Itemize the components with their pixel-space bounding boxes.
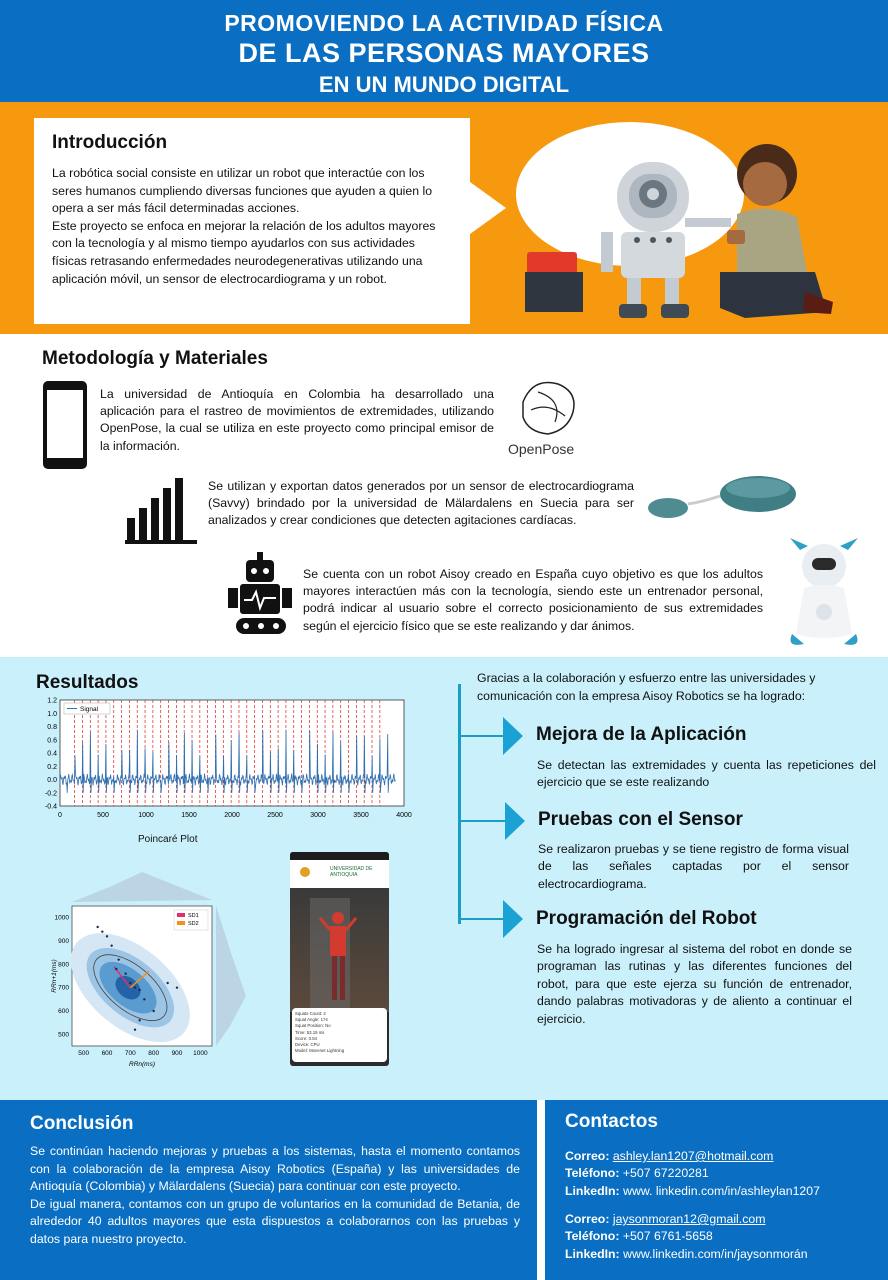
data-point xyxy=(106,935,108,937)
y-tick-label: 0.6 xyxy=(47,737,57,745)
data-point xyxy=(96,926,98,928)
intro-title: Introducción xyxy=(52,132,168,153)
y-tick-label: -0.2 xyxy=(44,790,57,798)
robot-person-illustration xyxy=(515,122,845,328)
result-2-text: Se realizaron pruebas y se tiene registro de forma visual de las señales captadas por el sensor electrocardiograma. xyxy=(538,842,849,891)
methodology-item-3: Se cuenta con un robot Aisoy creado en España cuyo objetivo es que los adultos mayores interactúen más con la tecnología, siendo este un entrenador personal, podrá indicar al usuario sobre el correcto posicionamiento de sus extremidades según el ejercicio físico que se este realizando y dar ánimos. xyxy=(303,567,763,633)
results-timeline xyxy=(458,684,461,924)
y-tick-label: 0.2 xyxy=(47,763,57,771)
intro-text xyxy=(52,165,444,288)
poincare-plot xyxy=(50,850,272,1072)
intro-paragraph-1: La robótica social consiste en utilizar un robot que interactúe con los seres humanos cumpliendo diversas funciones que ayuden a quien lo opera a ser más fácil determinadas acciones. xyxy=(52,166,433,216)
x-tick-label: 0 xyxy=(58,812,62,819)
y-tick-label: 0.8 xyxy=(47,724,57,731)
y-tick-label: 900 xyxy=(58,938,69,945)
toolbox-lid-icon xyxy=(527,252,577,274)
contact-1-email-link[interactable]: ashley.lan1207@hotmail.com xyxy=(612,1149,774,1163)
data-point xyxy=(117,958,119,960)
poincare-title: Poincaré Plot xyxy=(138,834,198,845)
data-point xyxy=(138,989,140,991)
x-tick-label: 500 xyxy=(97,812,109,819)
legend-label: SD1 xyxy=(188,913,199,919)
methodology-item-1: La universidad de Antioquía en Colombia ha desarrollado una aplicación para el rastreo de movimientos de extremidades, utilizando OpenPose, la cual se utiliza en este proyecto como principal emisor de la información. xyxy=(100,387,494,453)
result-3-title: Programación del Robot xyxy=(536,908,757,929)
y-tick-label: 600 xyxy=(58,1008,69,1015)
app-screenshot xyxy=(290,852,389,1066)
openpose-logo-text: OpenPose xyxy=(508,441,575,457)
contact-2-phone: Teléfono: +507 6761-5658 xyxy=(565,1229,713,1243)
app-university-name: UNIVERSIDAD DE ANTIOQUIA xyxy=(330,866,373,878)
y-tick-label: 500 xyxy=(58,1031,69,1039)
result-3-text: Se ha logrado ingresar al sistema del robot en donde se programan las rutinas y las diferentes funciones del robot, para que este ejerza su función de entrenador, dando palabras motivadoras y de aliento a continuar el ejercicio. xyxy=(537,942,852,1026)
contacts-title: Contactos xyxy=(565,1111,658,1132)
contact-2-email-link[interactable]: jaysonmoran12@gmail.com xyxy=(612,1212,766,1226)
timeline-branch-1 xyxy=(461,735,505,737)
contact-2-email: Correo: jaysonmoran12@gmail.com xyxy=(565,1212,766,1226)
y-tick-label: 1000 xyxy=(54,914,69,922)
intro-callout-arrow xyxy=(470,182,506,234)
methodology-item-2: Se utilizan y exportan datos generados por un sensor de electrocardiograma (Savvy) brindado por la universidad de Mälardalens en Suecia para ser analizados y crear condiciones que detecten agitaciones cardíacas. xyxy=(208,479,634,528)
legend-swatch xyxy=(177,913,185,917)
poster-header xyxy=(0,0,888,102)
legend-swatch xyxy=(177,921,185,925)
university-logo-icon xyxy=(300,867,310,877)
result-2-arrow-icon xyxy=(505,802,525,840)
result-2-title: Pruebas con el Sensor xyxy=(538,809,743,830)
title-line-3: EN UN MUNDO DIGITAL xyxy=(318,72,570,97)
data-point xyxy=(134,986,136,988)
x-tick-label: 1500 xyxy=(181,812,197,819)
x-tick-label: 3000 xyxy=(310,812,326,819)
intro-paragraph-2: Este proyecto se enfoca en mejorar la relación de los adultos mayores con la tecnología y al mismo tiempo ayudarlos con sus actividades físicas retrasando enfermedades neurodegenerativas utilizando una aplicación móvil, un sensor de electrocardiograma y un robot. xyxy=(52,218,436,286)
y-tick-label: 700 xyxy=(58,984,69,992)
timeline-branch-3 xyxy=(461,918,505,920)
title-line-2: DE LAS PERSONAS MAYORES xyxy=(238,38,650,68)
app-stat-line: Squats Count: 2 xyxy=(295,1011,326,1016)
app-stats-list xyxy=(295,1011,384,1054)
x-tick-label: 800 xyxy=(148,1050,160,1057)
app-stat-line: Device: CPU xyxy=(295,1042,320,1048)
conclusion-paragraph-2: De igual manera, contamos con un grupo de voluntarios en la comunidad de Betania, de alrededor 40 adultos mayores que esta dispuestos a colaborarnos con las pruebas y datos para nuestro proyecto. xyxy=(30,1196,520,1246)
x-tick-label: 2000 xyxy=(224,812,240,819)
x-tick-label: 3500 xyxy=(353,812,369,819)
conclusion-paragraph-1: Se continúan haciendo mejoras y pruebas a los sistemas, hasta el momento contamos con la colaboración de la empresa Aisoy Robotics (España) y las universidades de Antioquía (Colombia) y Mälardalens (Suecia) para continuar con este proyecto. xyxy=(30,1144,520,1194)
ecg-sensor-icon xyxy=(642,470,802,530)
contact-1-phone: Teléfono: +507 67220281 xyxy=(565,1166,709,1180)
contact-1-email: Correo: ashley.lan1207@hotmail.com xyxy=(565,1149,774,1163)
y-axis-label: RRn+1(ms) xyxy=(51,959,58,993)
data-point xyxy=(101,930,103,932)
contact-2-linkedin: LinkedIn: www.linkedin.com/in/jaysonmorán xyxy=(565,1247,808,1261)
app-stat-line: Score: 0.84 xyxy=(295,1035,317,1041)
y-tick-label: 1.0 xyxy=(47,710,57,718)
bar-chart-icon xyxy=(125,474,197,546)
results-intro: Gracias a la colaboración y esfuerzo entre las universidades y comunicación con la empresa Aisoy Robotics se ha logrado: xyxy=(477,671,816,703)
app-stat-line: Model: Movenet Lightning xyxy=(295,1048,345,1054)
data-point xyxy=(134,1028,136,1030)
title-line-1: PROMOVIENDO LA ACTIVIDAD FÍSICA xyxy=(224,10,664,36)
x-tick-label: 1000 xyxy=(138,812,154,819)
x-tick-label: 900 xyxy=(171,1050,183,1057)
result-3-arrow-icon xyxy=(503,900,523,938)
data-point xyxy=(176,986,178,988)
app-status-bar xyxy=(290,852,389,860)
conclusion-text xyxy=(30,1143,520,1249)
x-tick-label: 4000 xyxy=(396,812,412,819)
legend-label: Signal xyxy=(80,706,99,713)
app-header xyxy=(290,860,389,888)
person-pose-icon xyxy=(290,888,389,1012)
x-tick-label: 700 xyxy=(124,1050,136,1057)
y-tick-label: 1.2 xyxy=(47,697,57,705)
result-1-text: Se detectan las extremidades y cuenta las repeticiones del ejercicio que se este realizando xyxy=(537,758,876,790)
results-title: Resultados xyxy=(36,672,139,693)
contact-1-linkedin-link[interactable]: www. linkedin.com/in/ashleylan1207 xyxy=(623,1184,820,1198)
y-tick-label: 0.0 xyxy=(47,777,57,784)
y-tick-label: 0.4 xyxy=(47,750,57,758)
top-marginal xyxy=(72,872,212,902)
smartphone-icon xyxy=(42,380,88,470)
data-point xyxy=(124,972,126,974)
y-tick-label: -0.4 xyxy=(44,803,57,811)
data-point xyxy=(138,1019,140,1021)
x-axis-label: RRn(ms) xyxy=(129,1061,155,1068)
legend-label: SD2 xyxy=(188,921,199,927)
app-stat-line: Time: 53.19 ms xyxy=(295,1029,325,1035)
data-point xyxy=(129,982,131,984)
app-stats-panel xyxy=(292,1008,387,1062)
camera-view xyxy=(290,888,389,1012)
x-tick-label: 500 xyxy=(78,1050,90,1057)
x-tick-label: 600 xyxy=(101,1050,113,1057)
ecg-signal-chart xyxy=(32,696,412,826)
x-tick-label: 2500 xyxy=(267,812,283,819)
result-1-arrow-icon xyxy=(503,717,523,755)
right-marginal xyxy=(216,906,246,1046)
methodology-title: Metodología y Materiales xyxy=(42,348,268,369)
data-point xyxy=(110,944,112,946)
data-point xyxy=(143,998,145,1000)
data-point xyxy=(115,968,117,970)
app-stat-line: Squat Position: No xyxy=(295,1023,331,1029)
conclusion-title: Conclusión xyxy=(30,1113,134,1134)
toolbox-icon xyxy=(525,272,583,312)
robot-icon xyxy=(226,552,296,638)
app-stat-line: Squat Angle: 174 xyxy=(295,1017,328,1023)
data-point xyxy=(166,982,168,984)
aisoy-robot-icon xyxy=(786,538,862,650)
contact-1-linkedin: LinkedIn: www. linkedin.com/in/ashleylan1207 xyxy=(565,1184,820,1198)
y-tick-label: 800 xyxy=(58,961,69,969)
result-1-title: Mejora de la Aplicación xyxy=(536,724,747,745)
contact-2-linkedin-link[interactable]: www.linkedin.com/in/jaysonmorán xyxy=(623,1247,808,1261)
data-point xyxy=(152,1010,154,1012)
timeline-branch-2 xyxy=(461,820,505,822)
x-tick-label: 1000 xyxy=(193,1050,208,1057)
